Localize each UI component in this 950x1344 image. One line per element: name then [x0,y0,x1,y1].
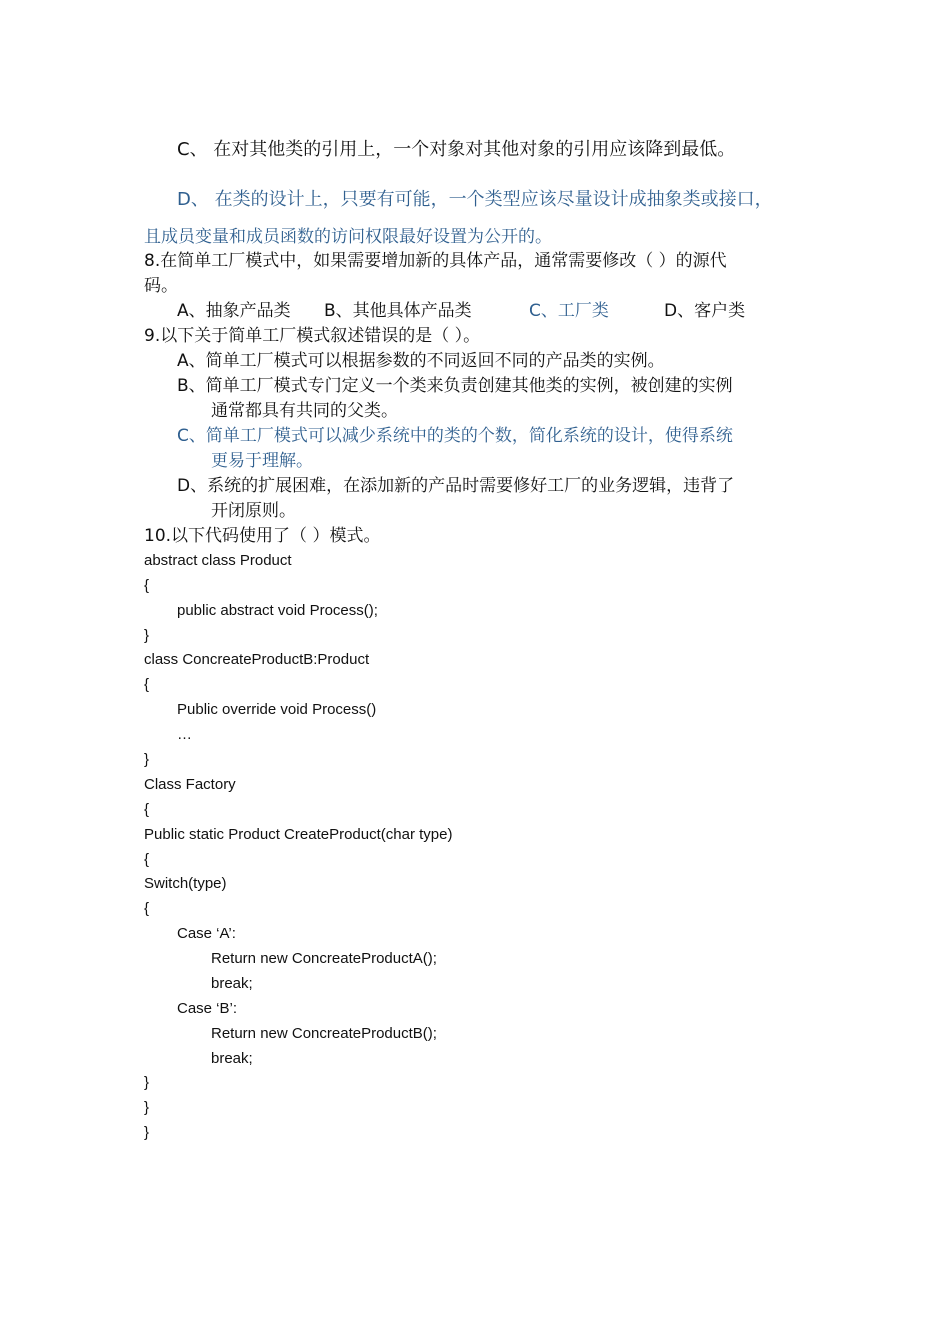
q9-option-d-line1: D、系统的扩展困难，在添加新的产品时需要修好工厂的业务逻辑，违背了 [177,476,735,496]
q9-option-c-line2: 更易于理解。 [211,451,313,471]
q9-option-a: A、简单工厂模式可以根据参数的不同返回不同的产品类的实例。 [177,351,665,371]
code-line: Public static Product CreateProduct(char type) [144,826,453,843]
code-line: Switch(type) [144,875,227,892]
code-line: } [144,1099,150,1116]
code-line: … [177,726,192,743]
code-line: } [144,751,150,768]
code-line: public abstract void Process(); [177,602,378,619]
option-c-text: C、 在对其他类的引用上，一个对象对其他对象的引用应该降到最低。 [177,139,736,160]
code-line: } [144,1074,150,1091]
code-line: break; [211,975,253,992]
option-d-text-line2: 且成员变量和成员函数的访问权限最好设置为公开的。 [144,227,552,247]
code-line: } [144,1124,150,1141]
q9-option-c-line1: C、简单工厂模式可以减少系统中的类的个数，简化系统的设计，使得系统 [177,426,733,446]
question-9-text: 9.以下关于简单工厂模式叙述错误的是（ ）。 [144,326,481,346]
code-line: { [144,801,150,818]
code-line: Return new ConcreateProductA(); [211,950,437,967]
q8-option-d: D、客户类 [664,301,746,321]
q9-option-b-line2: 通常都具有共同的父类。 [211,401,398,421]
code-line: { [144,900,150,917]
q8-option-b: B、其他具体产品类 [324,301,472,321]
code-line: Case ‘A’: [177,925,236,942]
question-8-line2: 码。 [144,276,178,296]
question-10-text: 10.以下代码使用了（ ）模式。 [144,526,381,546]
question-8-options [177,299,745,323]
q8-option-c: C、工厂类 [529,301,609,321]
q9-option-d-line2: 开闭原则。 [211,501,296,521]
code-line: class ConcreateProductB:Product [144,651,370,668]
code-line: { [144,851,150,868]
code-line: Public override void Process() [177,701,377,718]
q9-option-b-line1: B、简单工厂模式专门定义一个类来负责创建其他类的实例，被创建的实例 [177,376,733,396]
code-line: { [144,577,150,594]
code-line: Class Factory [144,776,236,793]
code-line: abstract class Product [144,552,292,569]
question-8-line1: 8.在简单工厂模式中，如果需要增加新的具体产品，通常需要修改（ ）的源代 [144,251,727,271]
code-line: break; [211,1050,253,1067]
q8-option-a: A、抽象产品类 [177,301,291,321]
code-line: } [144,627,150,644]
option-d-text-line1: D、 在类的设计上，只要有可能，一个类型应该尽量设计成抽象类或接口， [177,189,773,210]
code-line: Return new ConcreateProductB(); [211,1025,437,1042]
code-line: { [144,676,150,693]
code-line: Case ‘B’: [177,1000,238,1017]
